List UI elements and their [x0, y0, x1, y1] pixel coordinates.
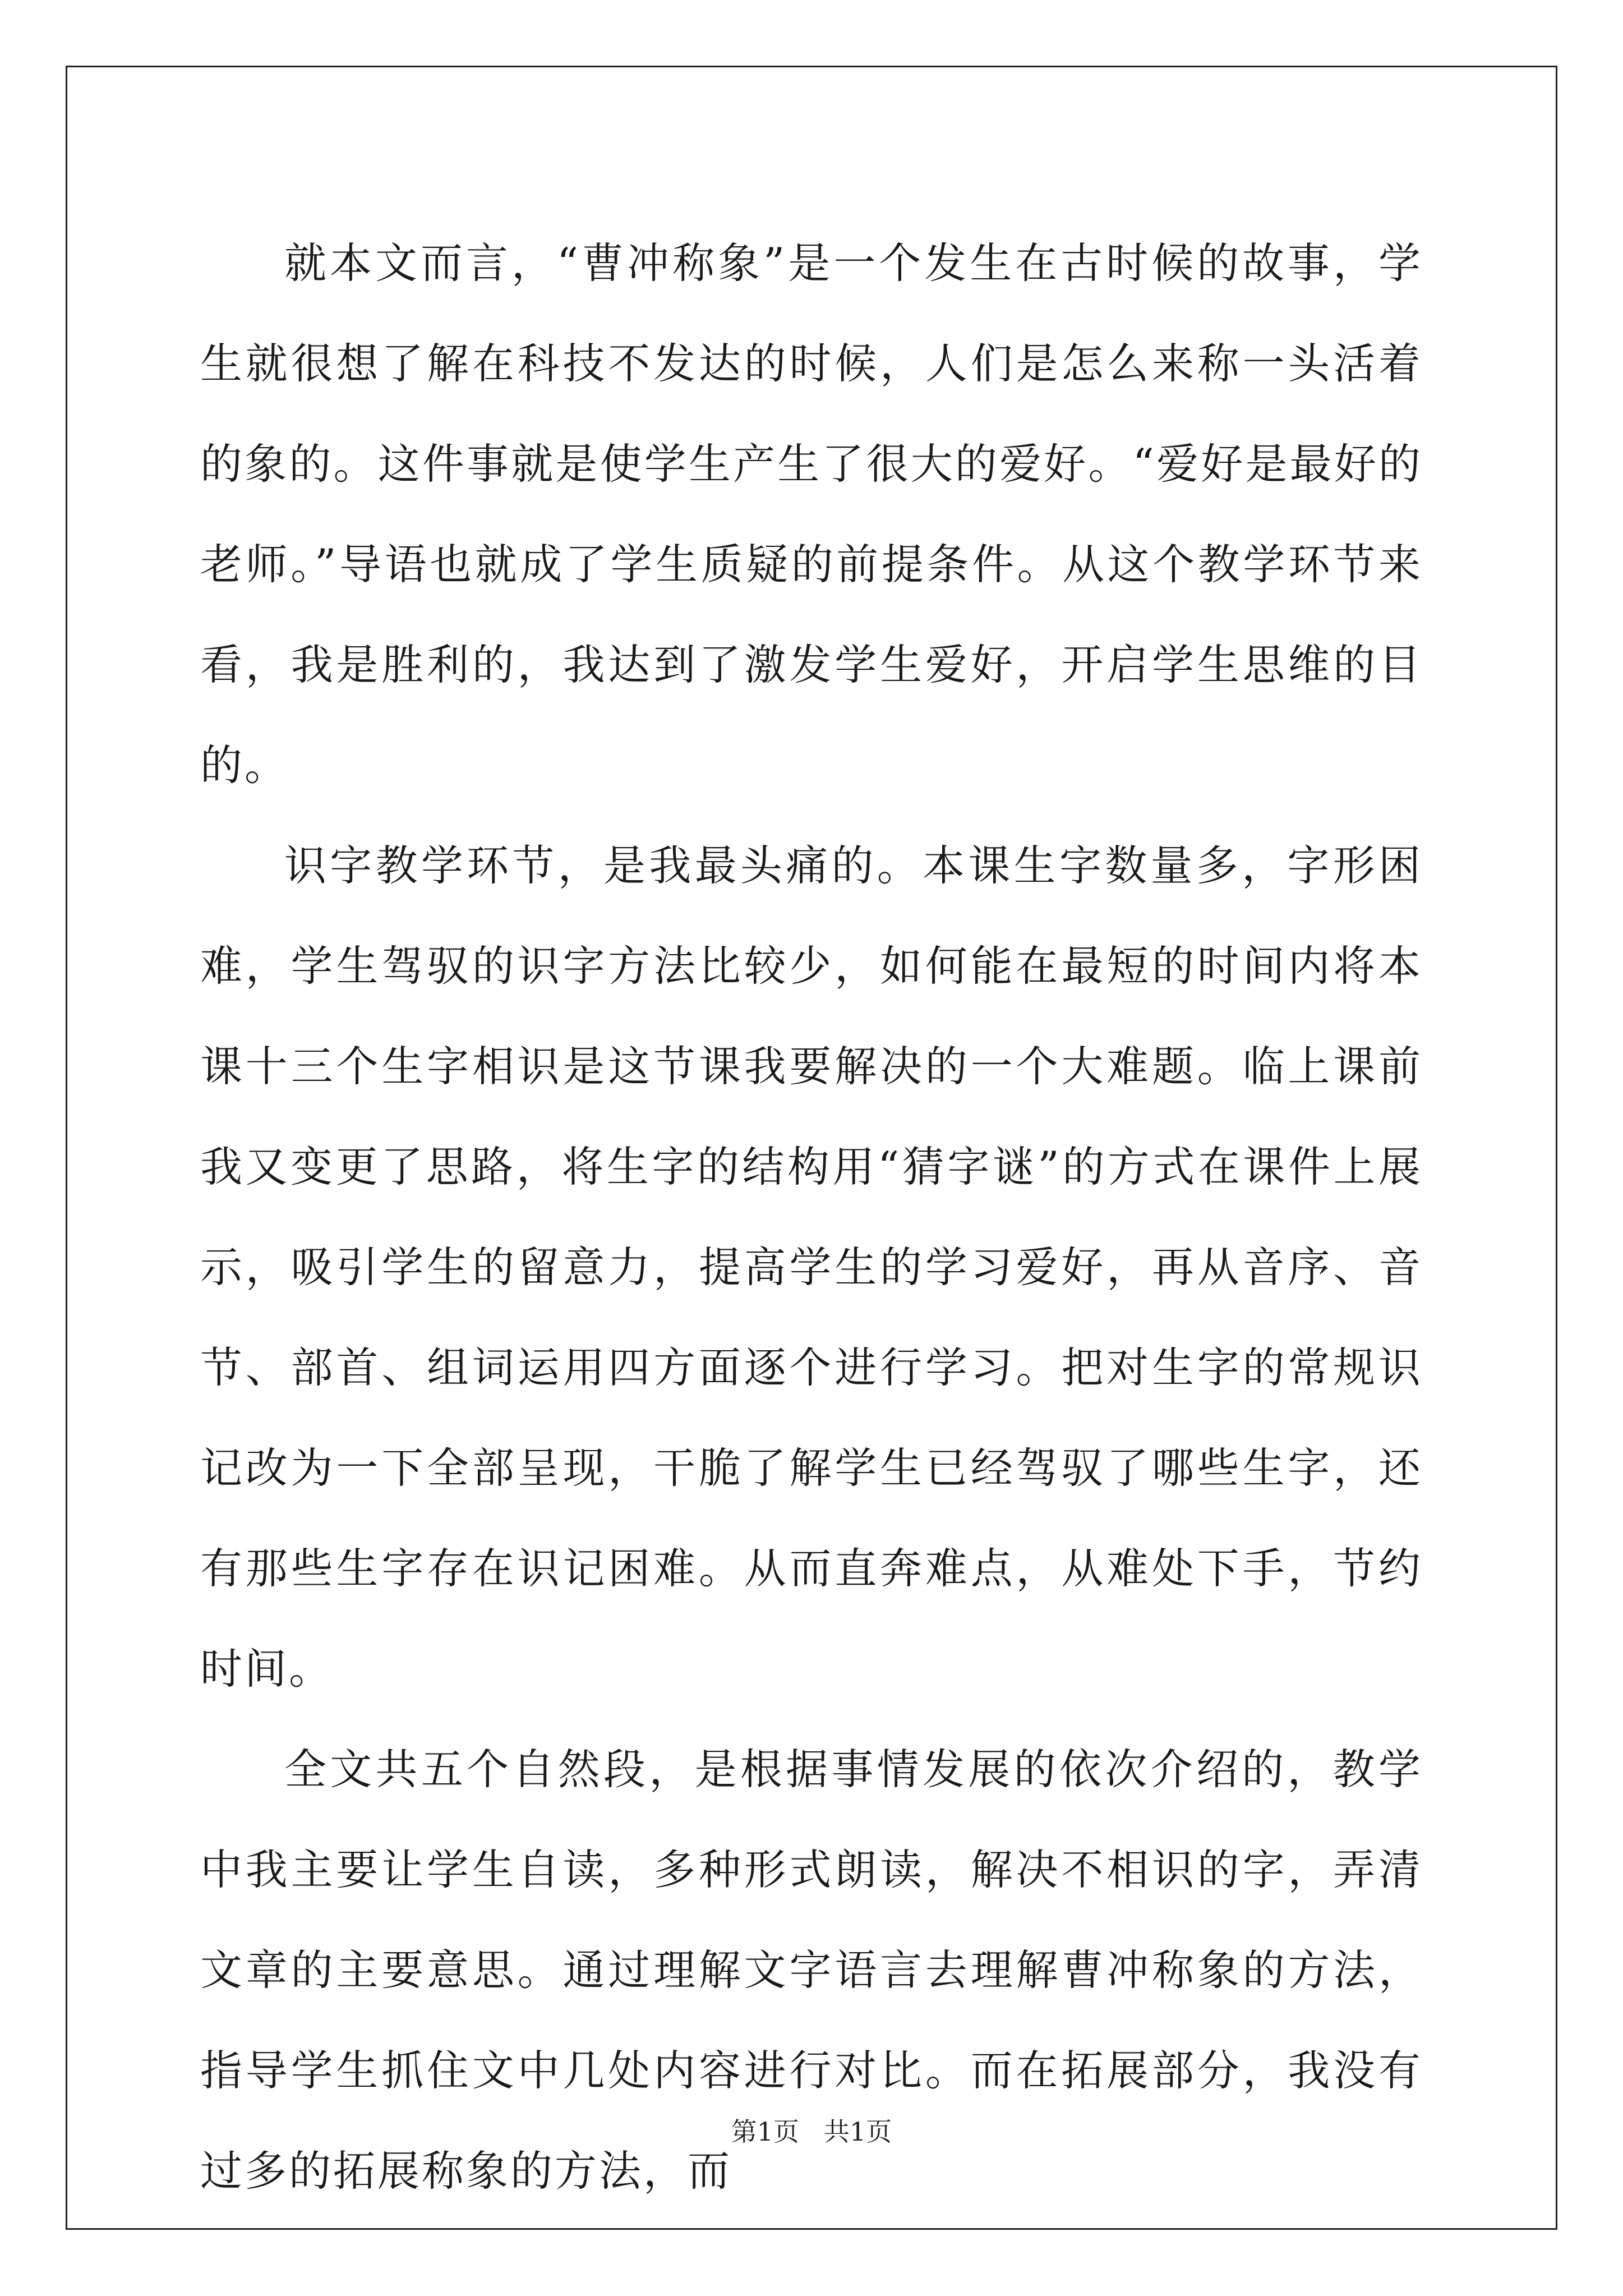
page-total: 共1页 [823, 2116, 892, 2147]
document-body [200, 213, 1423, 2221]
paragraph-1: 就本文而言，“曹冲称象”是一个发生在古时候的故事，学生就很想了解在科技不发达的时候，人们是怎么来称一头活着的象的。这件事就是使学生产生了很大的爱好。“爱好是最好的老师。”导语也就成了学生质疑的前提条件。从这个教学环节来看，我是胜利的，我达到了激发学生爱好，开启学生思维的目的。 [200, 238, 1423, 790]
paragraph-3: 全文共五个自然段，是根据事情发展的依次介绍的，教学中我主要让学生自读，多种形式朗读，解决不相识的字，弄清文章的主要意思。通过理解文字语言去理解曹冲称象的方法，指导学生抓住文中几处内容进行对比。而在拓展部分，我没有过多的拓展称象的方法，而 [200, 1745, 1423, 2196]
paragraph-2: 识字教学环节，是我最头痛的。本课生字数量多，字形困难，学生驾驭的识字方法比较少，如何能在最短的时间内将本课十三个生字相识是这节课我要解决的一个大难题。临上课前我又变更了思路，将生字的结构用“猜字谜”的方式在课件上展示，吸引学生的留意力，提高学生的学习爱好，再从音序、音节、部首、组词运用四方面逐个进行学习。把对生字的常规识记改为一下全部呈现，干脆了解学生已经驾驭了哪些生字，还有那些生字存在识记困难。从而直奔难点，从难处下手，节约时间。 [200, 841, 1423, 1694]
page-footer [0, 2115, 1623, 2148]
page-number: 第1页 [731, 2116, 800, 2147]
